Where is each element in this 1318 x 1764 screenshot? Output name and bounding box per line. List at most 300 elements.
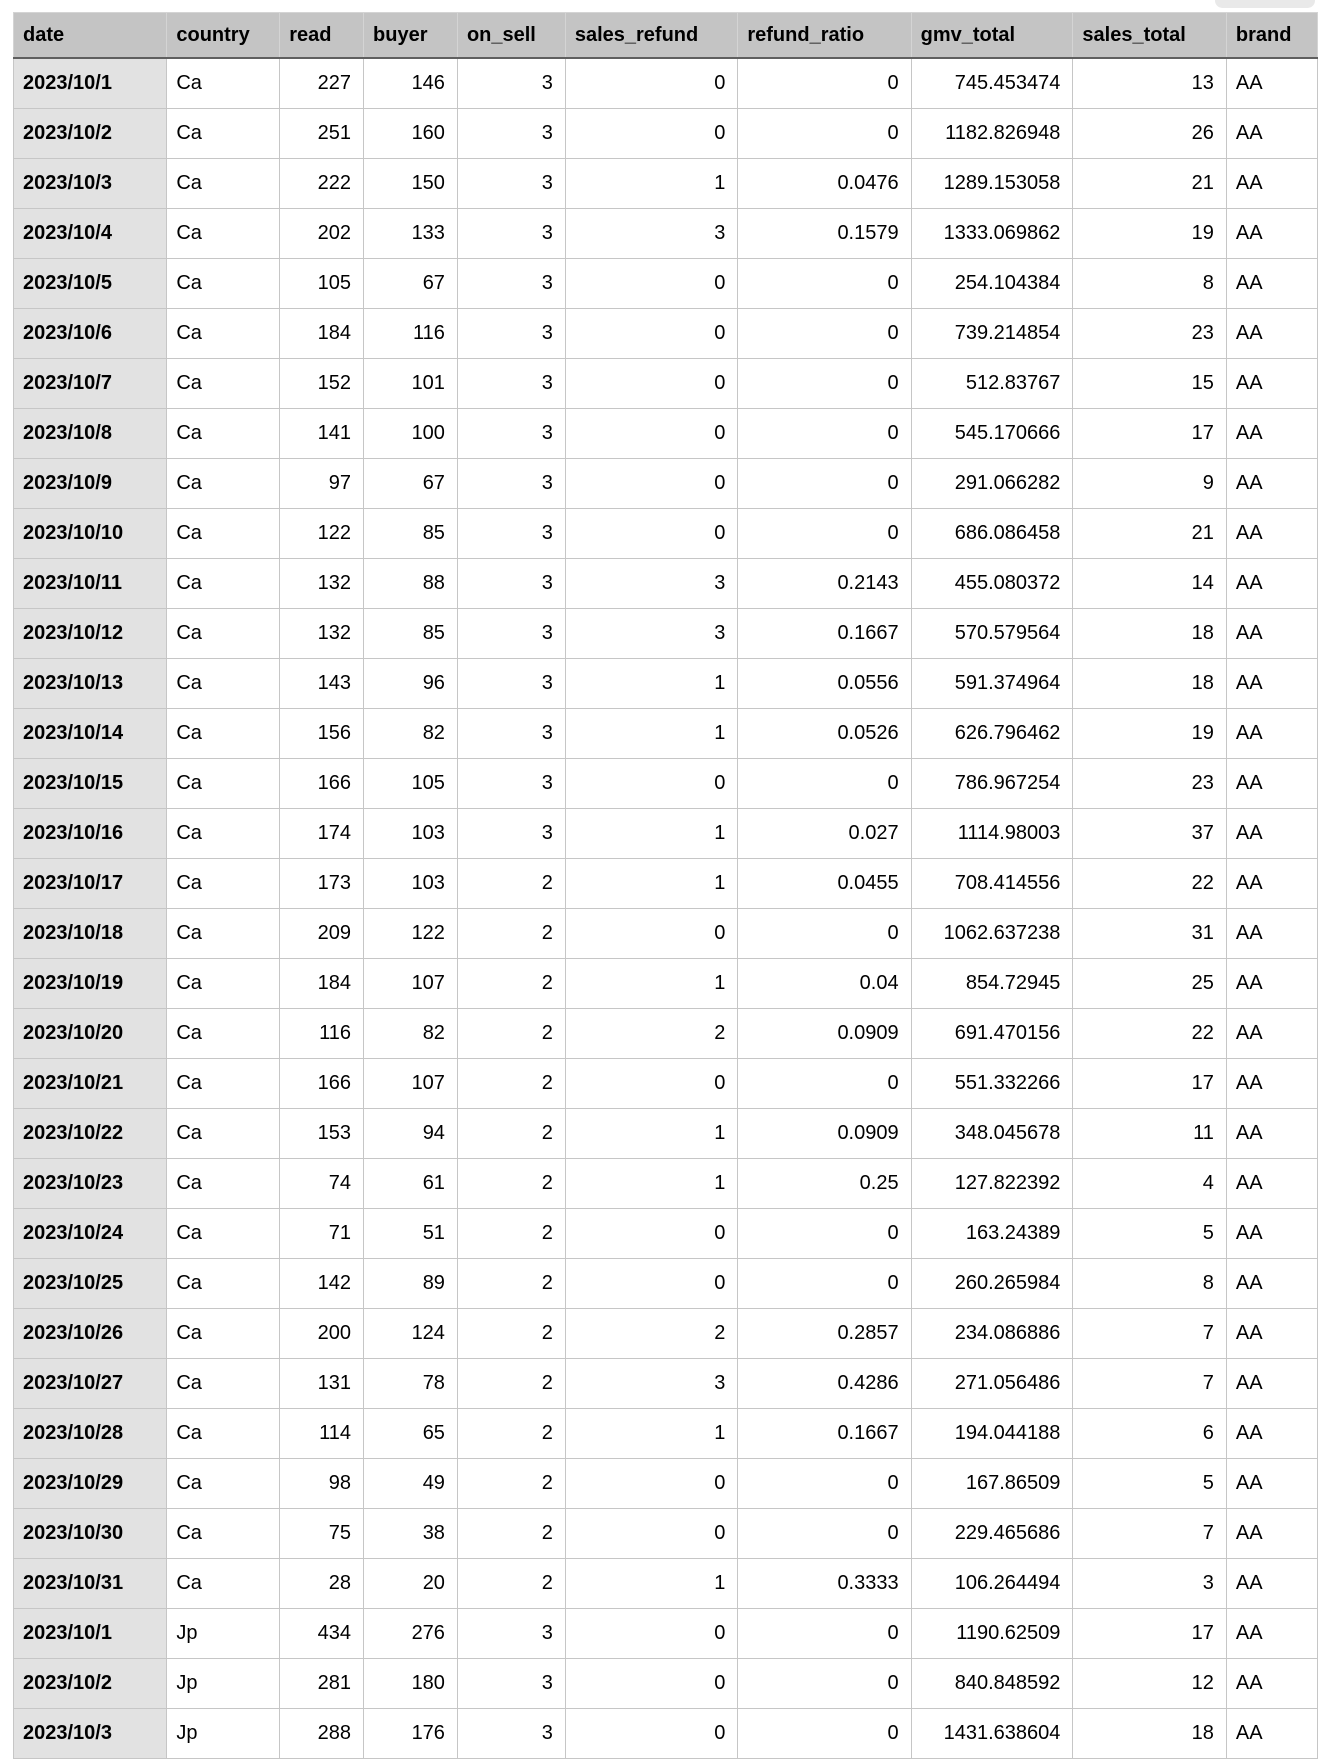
cell-date[interactable]: 2023/10/22 (14, 1109, 167, 1159)
cell-on_sell[interactable]: 2 (457, 1109, 565, 1159)
cell-read[interactable]: 141 (280, 409, 364, 459)
cell-brand[interactable]: AA (1226, 509, 1317, 559)
cell-read[interactable]: 227 (280, 58, 364, 109)
cell-country[interactable]: Ca (167, 1409, 280, 1459)
cell-buyer[interactable]: 96 (364, 659, 458, 709)
cell-gmv_total[interactable]: 1289.153058 (911, 159, 1073, 209)
cell-gmv_total[interactable]: 194.044188 (911, 1409, 1073, 1459)
cell-country[interactable]: Jp (167, 1709, 280, 1759)
cell-country[interactable]: Ca (167, 759, 280, 809)
cell-sales_total[interactable]: 17 (1073, 1609, 1226, 1659)
cell-date[interactable]: 2023/10/1 (14, 1609, 167, 1659)
cell-sales_refund[interactable]: 0 (565, 259, 738, 309)
cell-brand[interactable]: AA (1226, 959, 1317, 1009)
cell-on_sell[interactable]: 2 (457, 1159, 565, 1209)
cell-date[interactable]: 2023/10/27 (14, 1359, 167, 1409)
cell-sales_total[interactable]: 23 (1073, 309, 1226, 359)
cell-date[interactable]: 2023/10/23 (14, 1159, 167, 1209)
cell-date[interactable]: 2023/10/16 (14, 809, 167, 859)
cell-country[interactable]: Ca (167, 659, 280, 709)
column-header-brand[interactable]: brand (1226, 13, 1317, 59)
cell-sales_total[interactable]: 25 (1073, 959, 1226, 1009)
cell-gmv_total[interactable]: 1062.637238 (911, 909, 1073, 959)
cell-brand[interactable]: AA (1226, 1359, 1317, 1409)
cell-country[interactable]: Ca (167, 459, 280, 509)
cell-country[interactable]: Ca (167, 1509, 280, 1559)
cell-sales_total[interactable]: 12 (1073, 1659, 1226, 1709)
cell-on_sell[interactable]: 2 (457, 1259, 565, 1309)
cell-gmv_total[interactable]: 591.374964 (911, 659, 1073, 709)
cell-brand[interactable]: AA (1226, 1009, 1317, 1059)
cell-date[interactable]: 2023/10/25 (14, 1259, 167, 1309)
cell-sales_refund[interactable]: 0 (565, 509, 738, 559)
cell-sales_total[interactable]: 8 (1073, 1259, 1226, 1309)
cell-country[interactable]: Ca (167, 609, 280, 659)
cell-sales_refund[interactable]: 0 (565, 1059, 738, 1109)
cell-sales_total[interactable]: 11 (1073, 1109, 1226, 1159)
cell-on_sell[interactable]: 2 (457, 859, 565, 909)
cell-buyer[interactable]: 105 (364, 759, 458, 809)
cell-buyer[interactable]: 88 (364, 559, 458, 609)
cell-refund_ratio[interactable]: 0.3333 (738, 1559, 911, 1609)
cell-refund_ratio[interactable]: 0.0556 (738, 659, 911, 709)
cell-on_sell[interactable]: 3 (457, 159, 565, 209)
cell-country[interactable]: Ca (167, 1059, 280, 1109)
cell-date[interactable]: 2023/10/30 (14, 1509, 167, 1559)
cell-sales_total[interactable]: 13 (1073, 58, 1226, 109)
cell-date[interactable]: 2023/10/2 (14, 109, 167, 159)
cell-date[interactable]: 2023/10/13 (14, 659, 167, 709)
cell-gmv_total[interactable]: 1182.826948 (911, 109, 1073, 159)
column-header-country[interactable]: country (167, 13, 280, 59)
cell-gmv_total[interactable]: 167.86509 (911, 1459, 1073, 1509)
cell-refund_ratio[interactable]: 0 (738, 1659, 911, 1709)
cell-country[interactable]: Ca (167, 1109, 280, 1159)
column-header-buyer[interactable]: buyer (364, 13, 458, 59)
cell-sales_refund[interactable]: 3 (565, 1359, 738, 1409)
cell-refund_ratio[interactable]: 0.0455 (738, 859, 911, 909)
column-header-sales_total[interactable]: sales_total (1073, 13, 1226, 59)
cell-date[interactable]: 2023/10/8 (14, 409, 167, 459)
cell-sales_refund[interactable]: 3 (565, 559, 738, 609)
cell-on_sell[interactable]: 2 (457, 1209, 565, 1259)
cell-on_sell[interactable]: 3 (457, 58, 565, 109)
cell-on_sell[interactable]: 3 (457, 1609, 565, 1659)
cell-buyer[interactable]: 107 (364, 1059, 458, 1109)
cell-read[interactable]: 174 (280, 809, 364, 859)
cell-refund_ratio[interactable]: 0 (738, 309, 911, 359)
cell-refund_ratio[interactable]: 0 (738, 109, 911, 159)
cell-country[interactable]: Ca (167, 58, 280, 109)
cell-brand[interactable]: AA (1226, 1559, 1317, 1609)
cell-country[interactable]: Ca (167, 409, 280, 459)
cell-read[interactable]: 131 (280, 1359, 364, 1409)
cell-sales_total[interactable]: 3 (1073, 1559, 1226, 1609)
cell-brand[interactable]: AA (1226, 1059, 1317, 1109)
cell-on_sell[interactable]: 2 (457, 1059, 565, 1109)
cell-date[interactable]: 2023/10/3 (14, 1709, 167, 1759)
cell-on_sell[interactable]: 3 (457, 809, 565, 859)
cell-read[interactable]: 71 (280, 1209, 364, 1259)
cell-on_sell[interactable]: 3 (457, 209, 565, 259)
cell-read[interactable]: 105 (280, 259, 364, 309)
cell-refund_ratio[interactable]: 0 (738, 58, 911, 109)
cell-country[interactable]: Ca (167, 209, 280, 259)
cell-country[interactable]: Jp (167, 1659, 280, 1709)
cell-sales_refund[interactable]: 0 (565, 1259, 738, 1309)
cell-brand[interactable]: AA (1226, 1459, 1317, 1509)
cell-on_sell[interactable]: 2 (457, 1459, 565, 1509)
cell-brand[interactable]: AA (1226, 159, 1317, 209)
cell-on_sell[interactable]: 2 (457, 1359, 565, 1409)
cell-buyer[interactable]: 38 (364, 1509, 458, 1559)
cell-refund_ratio[interactable]: 0 (738, 909, 911, 959)
cell-read[interactable]: 251 (280, 109, 364, 159)
cell-on_sell[interactable]: 3 (457, 609, 565, 659)
cell-sales_total[interactable]: 14 (1073, 559, 1226, 609)
cell-country[interactable]: Ca (167, 159, 280, 209)
cell-on_sell[interactable]: 2 (457, 959, 565, 1009)
column-header-sales_refund[interactable]: sales_refund (565, 13, 738, 59)
cell-sales_total[interactable]: 19 (1073, 209, 1226, 259)
cell-buyer[interactable]: 65 (364, 1409, 458, 1459)
cell-on_sell[interactable]: 3 (457, 1709, 565, 1759)
cell-brand[interactable]: AA (1226, 209, 1317, 259)
cell-gmv_total[interactable]: 739.214854 (911, 309, 1073, 359)
cell-sales_total[interactable]: 22 (1073, 859, 1226, 909)
cell-sales_refund[interactable]: 0 (565, 1709, 738, 1759)
cell-buyer[interactable]: 133 (364, 209, 458, 259)
cell-read[interactable]: 143 (280, 659, 364, 709)
cell-read[interactable]: 142 (280, 1259, 364, 1309)
cell-date[interactable]: 2023/10/6 (14, 309, 167, 359)
cell-read[interactable]: 288 (280, 1709, 364, 1759)
cell-country[interactable]: Ca (167, 709, 280, 759)
cell-buyer[interactable]: 49 (364, 1459, 458, 1509)
cell-brand[interactable]: AA (1226, 409, 1317, 459)
cell-on_sell[interactable]: 2 (457, 1009, 565, 1059)
cell-refund_ratio[interactable]: 0 (738, 1509, 911, 1559)
cell-read[interactable]: 434 (280, 1609, 364, 1659)
cell-brand[interactable]: AA (1226, 1259, 1317, 1309)
cell-brand[interactable]: AA (1226, 859, 1317, 909)
cell-date[interactable]: 2023/10/21 (14, 1059, 167, 1109)
cell-brand[interactable]: AA (1226, 809, 1317, 859)
cell-read[interactable]: 281 (280, 1659, 364, 1709)
cell-buyer[interactable]: 103 (364, 809, 458, 859)
cell-brand[interactable]: AA (1226, 1609, 1317, 1659)
cell-sales_refund[interactable]: 0 (565, 1609, 738, 1659)
cell-read[interactable]: 209 (280, 909, 364, 959)
cell-read[interactable]: 74 (280, 1159, 364, 1209)
cell-gmv_total[interactable]: 163.24389 (911, 1209, 1073, 1259)
cell-sales_total[interactable]: 4 (1073, 1159, 1226, 1209)
cell-refund_ratio[interactable]: 0.2143 (738, 559, 911, 609)
cell-refund_ratio[interactable]: 0.027 (738, 809, 911, 859)
cell-brand[interactable]: AA (1226, 109, 1317, 159)
cell-buyer[interactable]: 51 (364, 1209, 458, 1259)
cell-brand[interactable]: AA (1226, 309, 1317, 359)
cell-sales_total[interactable]: 5 (1073, 1209, 1226, 1259)
cell-gmv_total[interactable]: 854.72945 (911, 959, 1073, 1009)
cell-gmv_total[interactable]: 260.265984 (911, 1259, 1073, 1309)
cell-brand[interactable]: AA (1226, 659, 1317, 709)
cell-sales_total[interactable]: 9 (1073, 459, 1226, 509)
cell-gmv_total[interactable]: 691.470156 (911, 1009, 1073, 1059)
cell-gmv_total[interactable]: 545.170666 (911, 409, 1073, 459)
cell-read[interactable]: 132 (280, 559, 364, 609)
cell-read[interactable]: 114 (280, 1409, 364, 1459)
cell-brand[interactable]: AA (1226, 1709, 1317, 1759)
cell-sales_refund[interactable]: 0 (565, 359, 738, 409)
cell-buyer[interactable]: 122 (364, 909, 458, 959)
cell-sales_refund[interactable]: 1 (565, 1559, 738, 1609)
cell-date[interactable]: 2023/10/15 (14, 759, 167, 809)
cell-refund_ratio[interactable]: 0.0526 (738, 709, 911, 759)
cell-buyer[interactable]: 85 (364, 609, 458, 659)
cell-read[interactable]: 116 (280, 1009, 364, 1059)
cell-buyer[interactable]: 124 (364, 1309, 458, 1359)
cell-date[interactable]: 2023/10/5 (14, 259, 167, 309)
cell-refund_ratio[interactable]: 0.4286 (738, 1359, 911, 1409)
cell-gmv_total[interactable]: 106.264494 (911, 1559, 1073, 1609)
cell-buyer[interactable]: 82 (364, 709, 458, 759)
cell-buyer[interactable]: 160 (364, 109, 458, 159)
cell-sales_refund[interactable]: 0 (565, 1459, 738, 1509)
cell-sales_refund[interactable]: 0 (565, 409, 738, 459)
cell-on_sell[interactable]: 3 (457, 759, 565, 809)
cell-gmv_total[interactable]: 234.086886 (911, 1309, 1073, 1359)
cell-buyer[interactable]: 82 (364, 1009, 458, 1059)
cell-gmv_total[interactable]: 570.579564 (911, 609, 1073, 659)
cell-sales_refund[interactable]: 2 (565, 1309, 738, 1359)
cell-country[interactable]: Ca (167, 1259, 280, 1309)
cell-refund_ratio[interactable]: 0.0909 (738, 1109, 911, 1159)
cell-refund_ratio[interactable]: 0 (738, 1459, 911, 1509)
cell-sales_total[interactable]: 6 (1073, 1409, 1226, 1459)
cell-date[interactable]: 2023/10/9 (14, 459, 167, 509)
cell-date[interactable]: 2023/10/28 (14, 1409, 167, 1459)
cell-date[interactable]: 2023/10/31 (14, 1559, 167, 1609)
cell-sales_refund[interactable]: 0 (565, 459, 738, 509)
cell-date[interactable]: 2023/10/14 (14, 709, 167, 759)
cell-read[interactable]: 202 (280, 209, 364, 259)
column-header-date[interactable]: date (14, 13, 167, 59)
cell-gmv_total[interactable]: 229.465686 (911, 1509, 1073, 1559)
cell-brand[interactable]: AA (1226, 1509, 1317, 1559)
cell-date[interactable]: 2023/10/7 (14, 359, 167, 409)
cell-country[interactable]: Ca (167, 1559, 280, 1609)
cell-brand[interactable]: AA (1226, 909, 1317, 959)
cell-sales_refund[interactable]: 0 (565, 1659, 738, 1709)
cell-buyer[interactable]: 100 (364, 409, 458, 459)
cell-refund_ratio[interactable]: 0 (738, 459, 911, 509)
cell-sales_refund[interactable]: 2 (565, 1009, 738, 1059)
cell-sales_refund[interactable]: 1 (565, 659, 738, 709)
cell-country[interactable]: Jp (167, 1609, 280, 1659)
cell-on_sell[interactable]: 3 (457, 509, 565, 559)
cell-refund_ratio[interactable]: 0.04 (738, 959, 911, 1009)
cell-read[interactable]: 156 (280, 709, 364, 759)
cell-gmv_total[interactable]: 745.453474 (911, 58, 1073, 109)
cell-sales_total[interactable]: 19 (1073, 709, 1226, 759)
cell-sales_total[interactable]: 26 (1073, 109, 1226, 159)
cell-sales_total[interactable]: 31 (1073, 909, 1226, 959)
cell-sales_total[interactable]: 7 (1073, 1309, 1226, 1359)
cell-buyer[interactable]: 180 (364, 1659, 458, 1709)
cell-on_sell[interactable]: 3 (457, 1659, 565, 1709)
cell-on_sell[interactable]: 3 (457, 659, 565, 709)
cell-sales_refund[interactable]: 0 (565, 1209, 738, 1259)
cell-date[interactable]: 2023/10/29 (14, 1459, 167, 1509)
cell-country[interactable]: Ca (167, 1309, 280, 1359)
cell-gmv_total[interactable]: 708.414556 (911, 859, 1073, 909)
cell-buyer[interactable]: 20 (364, 1559, 458, 1609)
cell-buyer[interactable]: 101 (364, 359, 458, 409)
cell-read[interactable]: 152 (280, 359, 364, 409)
cell-read[interactable]: 222 (280, 159, 364, 209)
cell-read[interactable]: 122 (280, 509, 364, 559)
cell-refund_ratio[interactable]: 0.1667 (738, 609, 911, 659)
cell-read[interactable]: 184 (280, 959, 364, 1009)
cell-sales_refund[interactable]: 3 (565, 609, 738, 659)
cell-country[interactable]: Ca (167, 1359, 280, 1409)
cell-country[interactable]: Ca (167, 1009, 280, 1059)
cell-country[interactable]: Ca (167, 859, 280, 909)
cell-buyer[interactable]: 67 (364, 459, 458, 509)
cell-gmv_total[interactable]: 254.104384 (911, 259, 1073, 309)
cell-brand[interactable]: AA (1226, 559, 1317, 609)
cell-sales_refund[interactable]: 0 (565, 909, 738, 959)
cell-read[interactable]: 200 (280, 1309, 364, 1359)
cell-brand[interactable]: AA (1226, 1409, 1317, 1459)
cell-date[interactable]: 2023/10/19 (14, 959, 167, 1009)
cell-country[interactable]: Ca (167, 809, 280, 859)
cell-date[interactable]: 2023/10/3 (14, 159, 167, 209)
cell-gmv_total[interactable]: 348.045678 (911, 1109, 1073, 1159)
cell-refund_ratio[interactable]: 0.0909 (738, 1009, 911, 1059)
cell-brand[interactable]: AA (1226, 1309, 1317, 1359)
cell-sales_refund[interactable]: 0 (565, 58, 738, 109)
cell-read[interactable]: 166 (280, 759, 364, 809)
cell-refund_ratio[interactable]: 0 (738, 759, 911, 809)
cell-read[interactable]: 28 (280, 1559, 364, 1609)
cell-gmv_total[interactable]: 291.066282 (911, 459, 1073, 509)
cell-on_sell[interactable]: 3 (457, 409, 565, 459)
column-header-read[interactable]: read (280, 13, 364, 59)
cell-date[interactable]: 2023/10/4 (14, 209, 167, 259)
cell-on_sell[interactable]: 3 (457, 559, 565, 609)
cell-refund_ratio[interactable]: 0 (738, 1609, 911, 1659)
cell-country[interactable]: Ca (167, 959, 280, 1009)
cell-buyer[interactable]: 146 (364, 58, 458, 109)
cell-country[interactable]: Ca (167, 509, 280, 559)
cell-brand[interactable]: AA (1226, 709, 1317, 759)
cell-date[interactable]: 2023/10/2 (14, 1659, 167, 1709)
cell-on_sell[interactable]: 2 (457, 909, 565, 959)
cell-country[interactable]: Ca (167, 909, 280, 959)
cell-country[interactable]: Ca (167, 1459, 280, 1509)
cell-gmv_total[interactable]: 626.796462 (911, 709, 1073, 759)
cell-brand[interactable]: AA (1226, 1209, 1317, 1259)
cell-read[interactable]: 75 (280, 1509, 364, 1559)
cell-sales_refund[interactable]: 1 (565, 859, 738, 909)
cell-refund_ratio[interactable]: 0.1667 (738, 1409, 911, 1459)
cell-brand[interactable]: AA (1226, 58, 1317, 109)
cell-sales_total[interactable]: 21 (1073, 509, 1226, 559)
cell-country[interactable]: Ca (167, 259, 280, 309)
cell-gmv_total[interactable]: 1333.069862 (911, 209, 1073, 259)
cell-gmv_total[interactable]: 1431.638604 (911, 1709, 1073, 1759)
cell-sales_total[interactable]: 17 (1073, 409, 1226, 459)
cell-sales_total[interactable]: 7 (1073, 1509, 1226, 1559)
cell-sales_total[interactable]: 23 (1073, 759, 1226, 809)
cell-country[interactable]: Ca (167, 559, 280, 609)
cell-date[interactable]: 2023/10/26 (14, 1309, 167, 1359)
column-header-refund_ratio[interactable]: refund_ratio (738, 13, 911, 59)
cell-brand[interactable]: AA (1226, 1159, 1317, 1209)
cell-sales_refund[interactable]: 1 (565, 1409, 738, 1459)
cell-country[interactable]: Ca (167, 109, 280, 159)
cell-refund_ratio[interactable]: 0 (738, 409, 911, 459)
cell-sales_refund[interactable]: 0 (565, 109, 738, 159)
cell-buyer[interactable]: 116 (364, 309, 458, 359)
cell-sales_total[interactable]: 18 (1073, 609, 1226, 659)
cell-refund_ratio[interactable]: 0 (738, 359, 911, 409)
cell-buyer[interactable]: 89 (364, 1259, 458, 1309)
cell-refund_ratio[interactable]: 0.25 (738, 1159, 911, 1209)
cell-sales_total[interactable]: 18 (1073, 659, 1226, 709)
cell-refund_ratio[interactable]: 0 (738, 509, 911, 559)
cell-sales_refund[interactable]: 1 (565, 1159, 738, 1209)
cell-buyer[interactable]: 107 (364, 959, 458, 1009)
cell-country[interactable]: Ca (167, 359, 280, 409)
cell-read[interactable]: 98 (280, 1459, 364, 1509)
cell-brand[interactable]: AA (1226, 759, 1317, 809)
cell-gmv_total[interactable]: 1190.62509 (911, 1609, 1073, 1659)
cell-refund_ratio[interactable]: 0.0476 (738, 159, 911, 209)
cell-sales_total[interactable]: 37 (1073, 809, 1226, 859)
cell-buyer[interactable]: 276 (364, 1609, 458, 1659)
cell-on_sell[interactable]: 3 (457, 109, 565, 159)
cell-brand[interactable]: AA (1226, 359, 1317, 409)
cell-sales_refund[interactable]: 1 (565, 1109, 738, 1159)
cell-sales_total[interactable]: 18 (1073, 1709, 1226, 1759)
cell-date[interactable]: 2023/10/10 (14, 509, 167, 559)
cell-sales_refund[interactable]: 1 (565, 959, 738, 1009)
cell-date[interactable]: 2023/10/12 (14, 609, 167, 659)
cell-buyer[interactable]: 176 (364, 1709, 458, 1759)
cell-sales_refund[interactable]: 3 (565, 209, 738, 259)
column-header-on_sell[interactable]: on_sell (457, 13, 565, 59)
cell-read[interactable]: 97 (280, 459, 364, 509)
cell-brand[interactable]: AA (1226, 609, 1317, 659)
cell-sales_refund[interactable]: 1 (565, 709, 738, 759)
cell-gmv_total[interactable]: 840.848592 (911, 1659, 1073, 1709)
cell-refund_ratio[interactable]: 0 (738, 259, 911, 309)
cell-refund_ratio[interactable]: 0 (738, 1709, 911, 1759)
cell-brand[interactable]: AA (1226, 459, 1317, 509)
cell-read[interactable]: 166 (280, 1059, 364, 1109)
cell-refund_ratio[interactable]: 0.1579 (738, 209, 911, 259)
cell-buyer[interactable]: 85 (364, 509, 458, 559)
cell-buyer[interactable]: 78 (364, 1359, 458, 1409)
cell-sales_total[interactable]: 8 (1073, 259, 1226, 309)
cell-on_sell[interactable]: 3 (457, 359, 565, 409)
cell-sales_total[interactable]: 17 (1073, 1059, 1226, 1109)
cell-brand[interactable]: AA (1226, 1659, 1317, 1709)
column-header-gmv_total[interactable]: gmv_total (911, 13, 1073, 59)
